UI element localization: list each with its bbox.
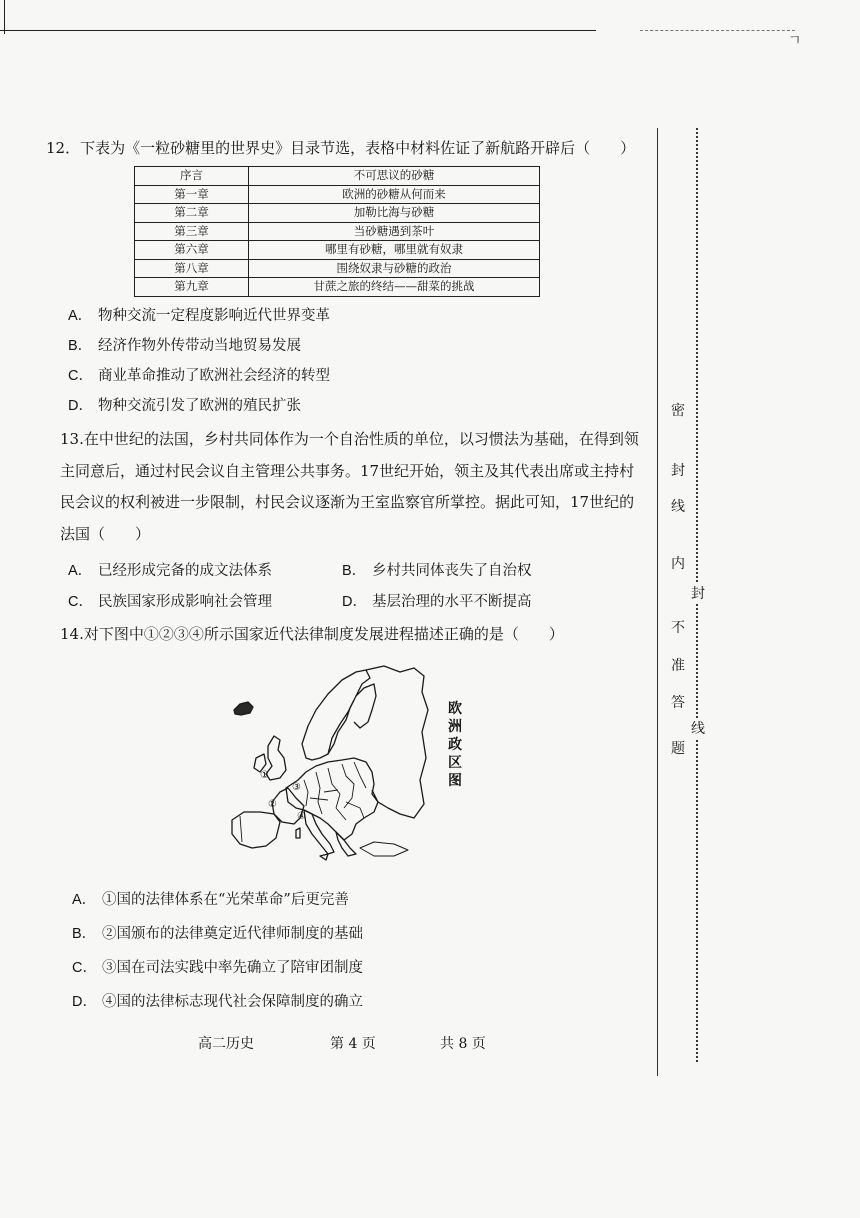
option-13c[interactable]: C． 民族国家形成影响社会管理 bbox=[68, 594, 272, 610]
header-rule-dashed bbox=[640, 30, 795, 31]
footer-total: 共 8 页 bbox=[440, 1036, 486, 1052]
chapter-cell: 第二章 bbox=[135, 204, 249, 223]
balkans-shape bbox=[336, 832, 356, 856]
title-cell: 欧洲的砂糖从何而来 bbox=[249, 185, 540, 204]
table-row bbox=[135, 204, 540, 223]
table-row bbox=[135, 278, 540, 297]
sicily-shape bbox=[320, 854, 328, 860]
iceland-shape bbox=[234, 702, 253, 715]
chapter-cell: 第六章 bbox=[135, 241, 249, 260]
sardinia-shape bbox=[296, 828, 300, 838]
finland-shape bbox=[354, 684, 376, 728]
title-cell: 围绕奴隶与砂糖的政治 bbox=[249, 259, 540, 278]
map-marker-1: ① bbox=[260, 770, 269, 781]
option-14b[interactable]: B． ②国颁布的法律奠定近代律师制度的基础 bbox=[72, 926, 363, 942]
britain-shape bbox=[266, 736, 286, 780]
country-borders bbox=[304, 762, 366, 820]
chapter-cell: 第九章 bbox=[135, 278, 249, 297]
title-cell: 加勒比海与砂糖 bbox=[249, 204, 540, 223]
footer-page: 第 4 页 bbox=[330, 1036, 376, 1052]
seal-char: 题 bbox=[667, 738, 689, 758]
seal-char: 内 bbox=[667, 553, 689, 573]
table-row bbox=[135, 241, 540, 260]
table-row bbox=[135, 185, 540, 204]
seal-char: 密 bbox=[667, 400, 689, 420]
question-14-stem: 14.对下图中①②③④所示国家近代法律制度发展进程描述正确的是（ ） bbox=[60, 625, 564, 643]
chapter-cell: 序言 bbox=[135, 167, 249, 186]
title-cell: 当砂糖遇到茶叶 bbox=[249, 222, 540, 241]
seal-line-solid bbox=[657, 128, 658, 1076]
option-14a[interactable]: A． ①国的法律体系在“光荣革命”后更完善 bbox=[72, 892, 349, 908]
europe-map bbox=[224, 662, 430, 862]
option-12c[interactable]: C． 商业革命推动了欧洲社会经济的转型 bbox=[68, 368, 330, 384]
italy-shape bbox=[304, 810, 334, 854]
seal-char: 答 bbox=[667, 692, 689, 712]
question-13-stem: 13.在中世纪的法国，乡村共同体作为一个自治性质的单位，以习惯法为基础，在得到领主同意后，通过村民会议自主管理公共事务。17世纪开始，领主及其代表出席或主持村民会议的权利被进一步限制，村民会议逐渐为王室监察官所掌控。据此可知，17世纪的法国（ ） bbox=[60, 430, 639, 543]
option-12b[interactable]: B． 经济作物外传带动当地贸易发展 bbox=[68, 338, 301, 354]
page-edge bbox=[4, 0, 5, 34]
seal-char: 线 bbox=[667, 496, 689, 516]
option-12d[interactable]: D． 物种交流引发了欧洲的殖民扩张 bbox=[68, 398, 301, 414]
map-title: 欧洲政区图 bbox=[448, 701, 462, 789]
corner-mark: ㄱ bbox=[788, 33, 802, 49]
seal-char: 封 bbox=[667, 460, 689, 480]
seal-char: 封 bbox=[687, 583, 709, 603]
option-13a[interactable]: A． 已经形成完备的成文法体系 bbox=[68, 563, 272, 579]
portugal-border bbox=[240, 816, 242, 842]
map-marker-4: ④ bbox=[297, 811, 306, 822]
table-row bbox=[135, 222, 540, 241]
contents-table bbox=[134, 166, 540, 297]
option-14c[interactable]: C． ③国在司法实践中率先确立了陪审团制度 bbox=[72, 960, 363, 976]
title-cell: 哪里有砂糖，哪里就有奴隶 bbox=[249, 241, 540, 260]
chapter-cell: 第一章 bbox=[135, 185, 249, 204]
seal-char: 准 bbox=[667, 655, 689, 675]
footer-subject: 高二历史 bbox=[198, 1036, 254, 1052]
header-rule bbox=[0, 30, 596, 31]
title-cell: 不可思议的砂糖 bbox=[249, 167, 540, 186]
chapter-cell: 第三章 bbox=[135, 222, 249, 241]
seal-char: 不 bbox=[667, 617, 689, 637]
iberia-shape bbox=[232, 812, 280, 848]
scandinavia-shape bbox=[302, 670, 370, 760]
option-14d[interactable]: D． ④国的法律标志现代社会保障制度的确立 bbox=[72, 994, 363, 1010]
table-row bbox=[135, 167, 540, 186]
question-12-stem: 12．下表为《一粒砂糖里的世界史》目录节选，表格中材料佐证了新航路开辟后（ ） bbox=[46, 139, 636, 157]
option-13d[interactable]: D． 基层治理的水平不断提高 bbox=[342, 594, 532, 610]
chapter-cell: 第八章 bbox=[135, 259, 249, 278]
option-13b[interactable]: B． 乡村共同体丧失了自治权 bbox=[342, 563, 532, 579]
map-marker-2: ② bbox=[268, 799, 277, 810]
turkey-shape bbox=[360, 842, 408, 856]
table-row bbox=[135, 259, 540, 278]
map-marker-3: ③ bbox=[292, 782, 301, 793]
seal-char: 线 bbox=[687, 718, 709, 738]
option-12a[interactable]: A． 物种交流一定程度影响近代世界变革 bbox=[68, 308, 330, 324]
title-cell: 甘蔗之旅的终结——甜菜的挑战 bbox=[249, 278, 540, 297]
